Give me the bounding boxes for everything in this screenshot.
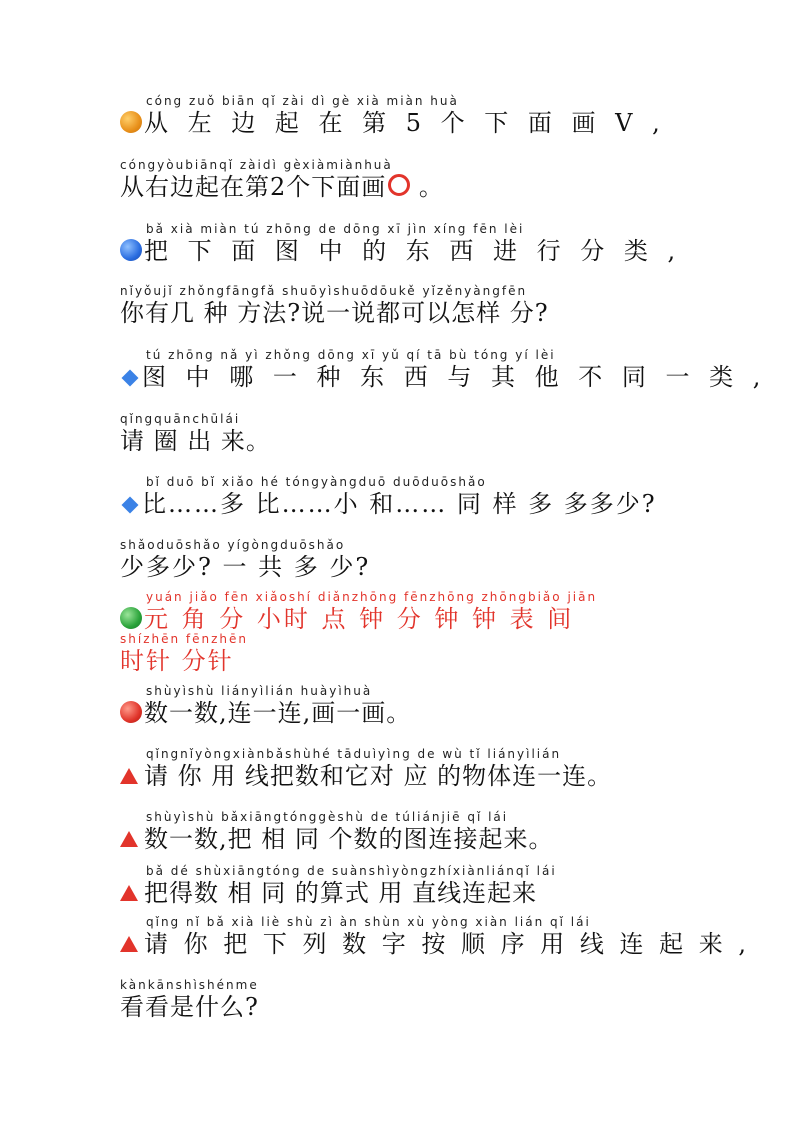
orange-circle-icon [120, 111, 142, 133]
line-2 [120, 158, 720, 202]
line-4 [120, 284, 720, 328]
hanzi: 请 你 用 线把数和它对 应 的物体连一连。 [144, 762, 613, 790]
hanzi: 把得数 相 同 的算式 用 直线连起来 [144, 879, 538, 907]
red-circle-icon [120, 701, 142, 723]
hanzi: 请 你 把 下 列 数 字 按 顺 序 用 线 连 起 来 , [144, 930, 751, 958]
line-5 [120, 348, 767, 392]
line-15 [120, 915, 751, 959]
red-triangle-icon [120, 831, 138, 847]
pinyin: shízhēn fēnzhēn [120, 632, 249, 646]
pinyin: cóng zuǒ biān qǐ zài dì gè xià miàn huà [146, 94, 459, 108]
pinyin: shùyìshù liányìlián huàyìhuà [146, 684, 373, 698]
hanzi: 时针 分针 [120, 647, 234, 675]
pinyin: qǐng nǐ bǎ xià liè shù zì àn shùn xù yòng xiàn lián qǐ lái [146, 915, 591, 929]
hanzi: 请 圈 出 来。 [120, 427, 271, 455]
blue-diamond-icon [122, 370, 139, 387]
pinyin: shùyìshù bǎxiāngtónggèshù de túliánjiē qǐ lái [146, 810, 509, 824]
line-7 [120, 475, 720, 519]
hanzi-tail: 。 [410, 173, 444, 201]
pinyin: bǐ duō bǐ xiǎo hé tóngyàngduō duōduōshǎo [146, 475, 487, 489]
hanzi: 图 中 哪 一 种 东 西 与 其 他 不 同 一 类 , [142, 363, 767, 391]
pinyin: bǎ xià miàn tú zhōng de dōng xī jìn xíng fēn lèi [146, 222, 525, 236]
red-ring-icon [388, 174, 410, 196]
line-11 [120, 684, 720, 728]
hanzi: 数一数,连一连,画一画。 [144, 699, 412, 727]
line-10 [120, 632, 720, 676]
blue-diamond-icon [122, 497, 139, 514]
blue-circle-icon [120, 239, 142, 261]
hanzi: 把 下 面 图 中 的 东 西 进 行 分 类 , [144, 237, 682, 265]
hanzi: 你有几 种 方法?说一说都可以怎样 分? [120, 299, 549, 327]
pinyin: qǐngnǐyòngxiànbǎshùhé tāduìyìng de wù tǐ liányìlián [146, 747, 562, 761]
line-14 [120, 864, 720, 908]
pinyin: yuán jiǎo fēn xiǎoshí diǎnzhōng fēnzhōng zhōngbiǎo jiān [146, 590, 598, 604]
pinyin: bǎ dé shùxiāngtóng de suànshìyòngzhíxiànliánqǐ lái [146, 864, 557, 878]
pinyin: kànkānshìshénme [120, 978, 259, 992]
line-13 [120, 810, 720, 854]
pinyin: tú zhōng nǎ yì zhǒng dōng xī yǔ qí tā bù tóng yí lèi [146, 348, 556, 362]
hanzi: 少多少? 一 共 多 少? [120, 553, 371, 581]
green-circle-icon [120, 607, 142, 629]
hanzi: 数一数,把 相 同 个数的图连接起来。 [144, 825, 554, 853]
pinyin: nǐyǒujǐ zhǒngfāngfǎ shuōyìshuōdōukě yǐzěnyàngfēn [120, 284, 528, 298]
line-6 [120, 412, 720, 456]
line-16 [120, 978, 720, 1022]
line-1 [120, 94, 720, 138]
hanzi: 从 左 边 起 在 第 5 个 下 面 画 V , [144, 109, 666, 137]
red-triangle-icon [120, 885, 138, 901]
hanzi: 比……多 比……小 和…… 同 样 多 多多少? [142, 490, 657, 518]
line-12 [120, 747, 720, 791]
hanzi: 看看是什么? [120, 993, 259, 1021]
hanzi: 从右边起在第2个下面画 [120, 173, 387, 201]
red-triangle-icon [120, 936, 138, 952]
line-8 [120, 538, 720, 582]
pinyin: shǎoduōshǎo yígòngduōshǎo [120, 538, 346, 552]
line-9 [120, 590, 720, 634]
hanzi: 元 角 分 小时 点 钟 分 钟 钟 表 间 [144, 605, 575, 633]
pinyin: qǐngquānchūlái [120, 412, 241, 426]
pinyin: cóngyòubiānqǐ zàidì gèxiàmiànhuà [120, 158, 393, 172]
red-triangle-icon [120, 768, 138, 784]
line-3 [120, 222, 720, 266]
